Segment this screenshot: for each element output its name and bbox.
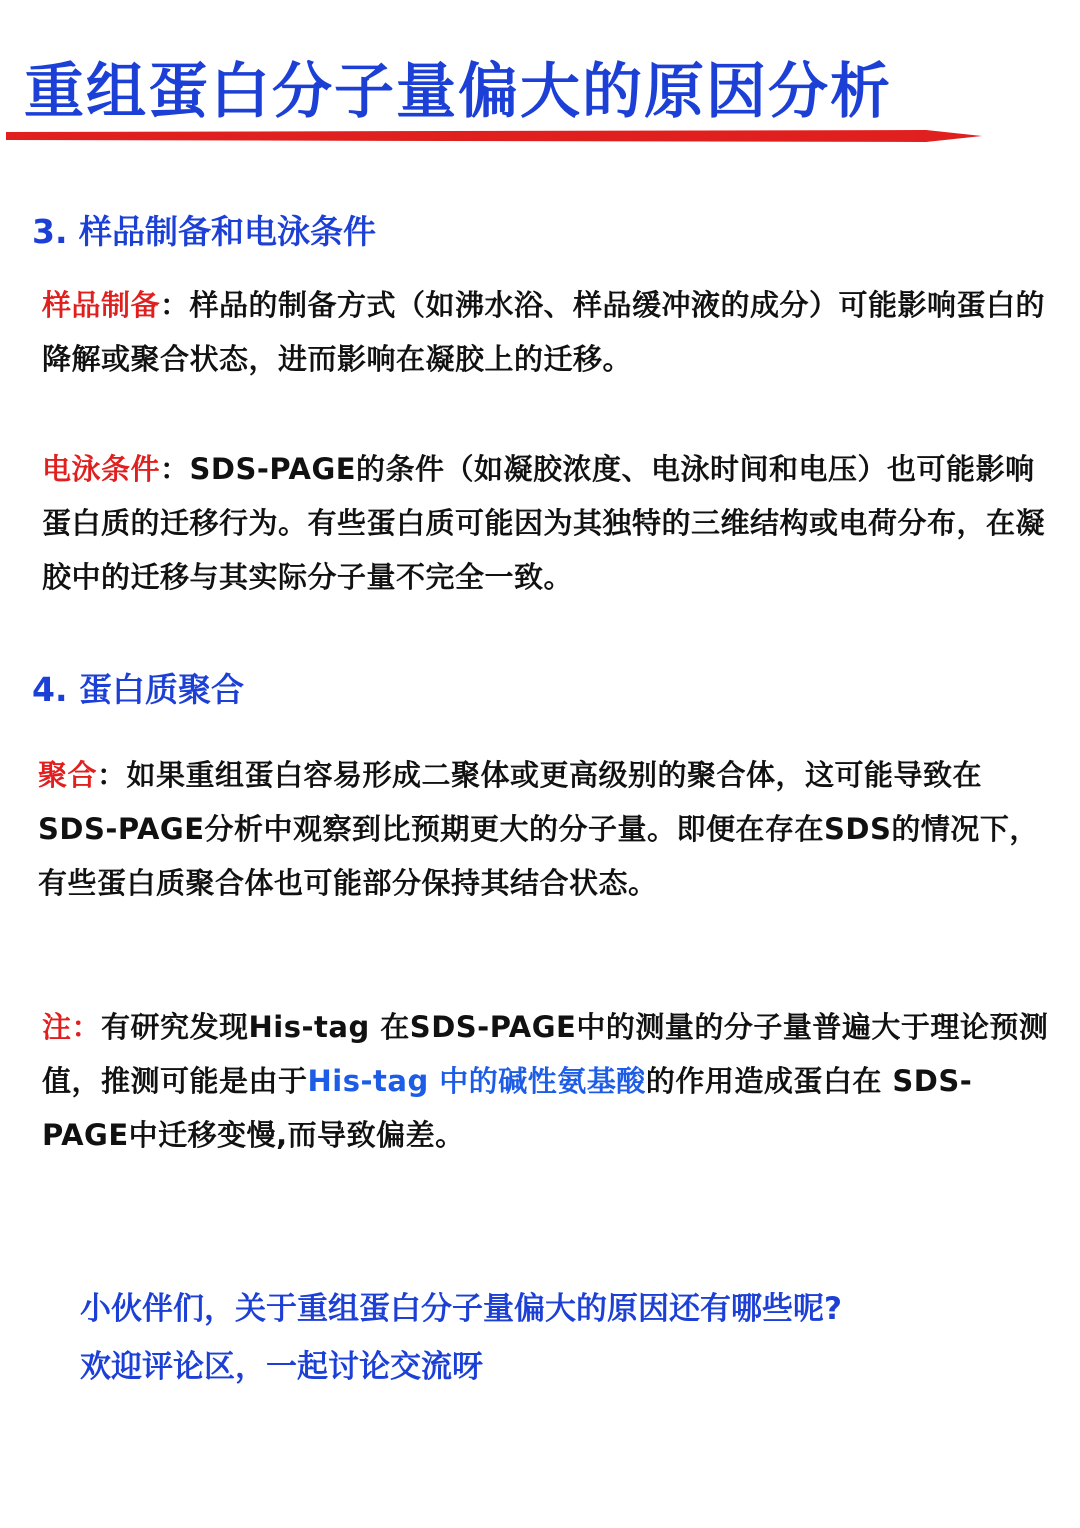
title-underline-arrow <box>6 124 982 148</box>
paragraph-electrophoresis <box>42 442 1052 604</box>
section-heading-aggregation: 4. 蛋白质聚合 <box>32 670 244 709</box>
note-text-before: 有研究发现His-tag 在SDS-PAGE中的测量的分子量普遍大于理论预测值，推测可能是由于 <box>42 1010 1049 1098</box>
label-separator: ： <box>97 758 127 792</box>
note-text-after: 的作用造成蛋白在 SDS-PAGE中迁移变慢,而导致偏差。 <box>42 1064 973 1152</box>
label-note: 注： <box>42 1010 102 1044</box>
text-sample-prep: 样品的制备方式（如沸水浴、样品缓冲液的成分）可能影响蛋白的降解或聚合状态，进而影响在凝胶上的迁移。 <box>42 288 1046 376</box>
paragraph-sample-prep <box>42 278 1052 386</box>
section-heading-sample-prep: 3. 样品制备和电泳条件 <box>32 212 376 251</box>
text-electrophoresis: SDS-PAGE的条件（如凝胶浓度、电泳时间和电压）也可能影响蛋白质的迁移行为。有些蛋白质可能因为其独特的三维结构或电荷分布，在凝胶中的迁移与其实际分子量不完全一致。 <box>42 452 1046 594</box>
paragraph-note <box>42 1000 1052 1162</box>
paragraph-aggregation <box>38 748 1048 910</box>
label-sample-prep: 样品制备 <box>42 288 161 322</box>
label-electrophoresis: 电泳条件 <box>42 452 161 486</box>
text-aggregation: 如果重组蛋白容易形成二聚体或更高级别的聚合体，这可能导致在SDS-PAGE分析中观察到比预期更大的分子量。即便在存在SDS的情况下，有些蛋白质聚合体也可能部分保持其结合状态。 <box>38 758 1039 900</box>
label-separator: ： <box>160 288 190 322</box>
label-aggregation: 聚合 <box>38 758 98 792</box>
label-separator: ： <box>160 452 190 486</box>
closing-message <box>80 1280 1040 1396</box>
closing-line-1: 小伙伴们，关于重组蛋白分子量偏大的原因还有哪些呢? <box>80 1291 842 1327</box>
page-title: 重组蛋白分子量偏大的原因分析 <box>24 57 892 127</box>
closing-line-2: 欢迎评论区，一起讨论交流呀 <box>80 1349 483 1385</box>
note-highlight: His-tag 中的碱性氨基酸 <box>307 1064 646 1098</box>
